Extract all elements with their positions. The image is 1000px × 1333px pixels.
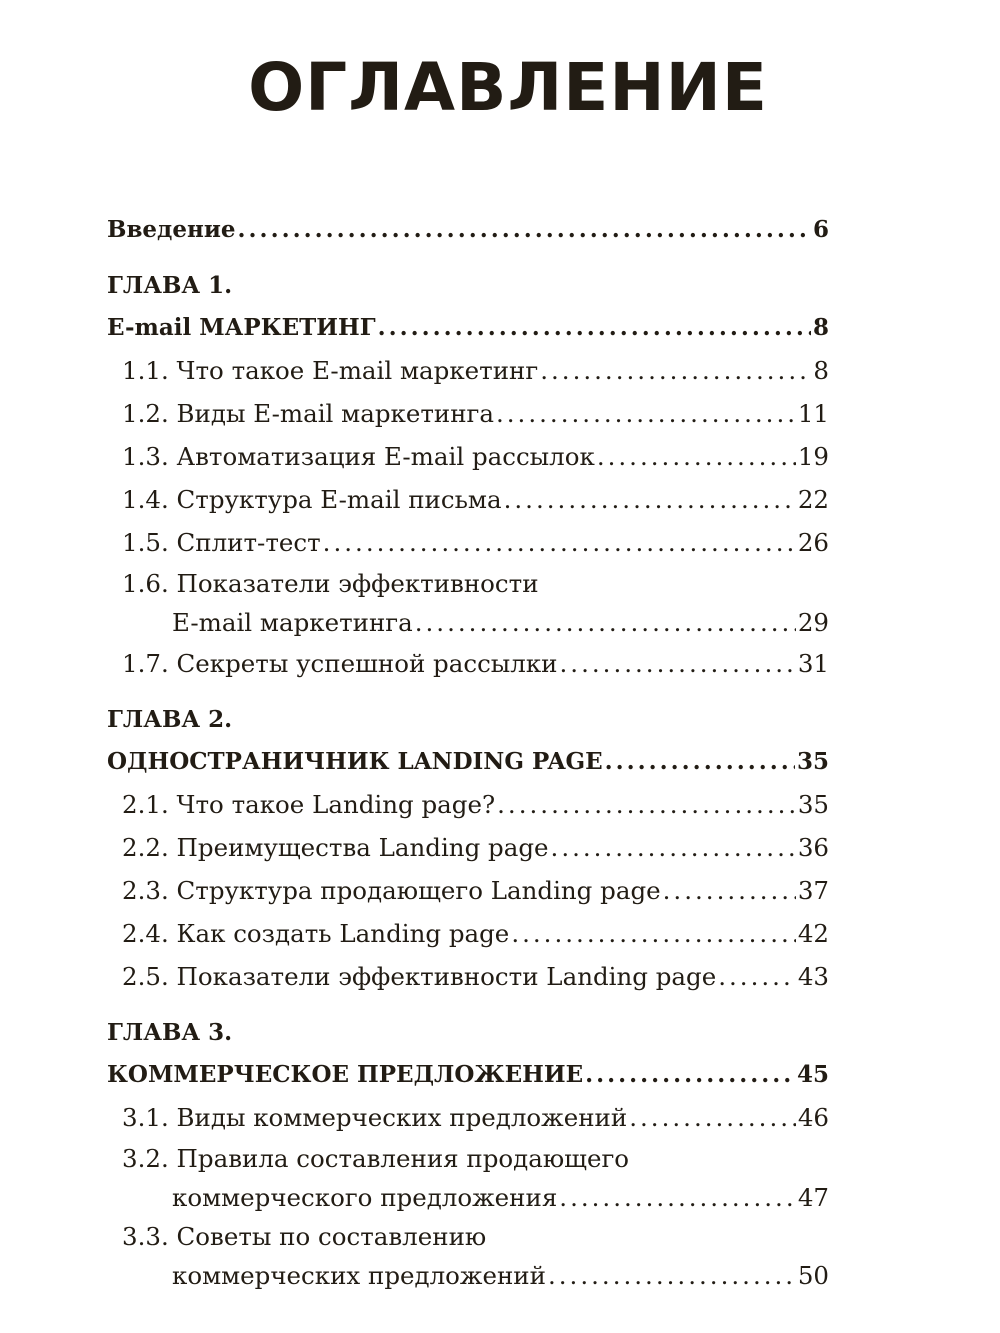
dot-leader: [548, 1257, 796, 1295]
table-of-contents: [107, 208, 829, 1295]
toc-page-number: 29: [797, 608, 829, 637]
dot-leader: [497, 783, 796, 826]
dot-leader: [496, 392, 796, 435]
toc-page-number: 47: [797, 1183, 829, 1212]
toc-entry-label: 1.3. Автоматизация E-mail рассылок: [122, 442, 595, 471]
chapter-title-entry[interactable]: [107, 1053, 829, 1096]
toc-entry[interactable]: [107, 869, 829, 912]
chapter-3: [107, 1013, 829, 1295]
dot-leader: [585, 1053, 795, 1096]
toc-entry-label-line1[interactable]: 1.6. Показатели эффективности: [122, 569, 539, 598]
chapter-heading: ГЛАВА 3.: [107, 1019, 233, 1046]
toc-page-number: 6: [812, 216, 829, 243]
toc-page-number: 35: [796, 748, 829, 775]
toc-entry-label: E-mail маркетинга: [172, 608, 413, 637]
dot-leader: [551, 826, 796, 869]
toc-entry-label: 1.1. Что такое E-mail маркетинг: [122, 356, 539, 385]
page-title: ОГЛАВЛЕНИЕ: [248, 49, 768, 126]
chapter-title: E-mail МАРКЕТИНГ: [107, 314, 376, 341]
dot-leader: [415, 604, 796, 642]
toc-entry-label-line1[interactable]: 3.3. Советы по составлению: [122, 1222, 487, 1251]
chapter-1: [107, 266, 829, 685]
toc-entry[interactable]: [107, 349, 829, 392]
toc-page-number: 19: [797, 442, 829, 471]
toc-entry[interactable]: [107, 783, 829, 826]
chapter-heading: ГЛАВА 2.: [107, 706, 233, 733]
toc-page-number: 45: [796, 1061, 829, 1088]
toc-page-number: 8: [813, 356, 829, 385]
toc-page-number: 36: [797, 833, 829, 862]
toc-entry[interactable]: [107, 955, 829, 998]
toc-entry[interactable]: [107, 392, 829, 435]
toc-entry[interactable]: [107, 521, 829, 564]
toc-entry-label: коммерческого предложения: [172, 1183, 558, 1212]
toc-entry[interactable]: [107, 1179, 829, 1217]
toc-page-number: 11: [797, 399, 829, 428]
dot-leader: [605, 740, 795, 783]
toc-entry-label: 3.1. Виды коммерческих предложений: [122, 1103, 628, 1132]
toc-entry-intro[interactable]: [107, 208, 829, 251]
toc-entry[interactable]: [107, 478, 829, 521]
chapter-title-entry[interactable]: [107, 740, 829, 783]
toc-entry-label: 2.3. Структура продающего Landing page: [122, 876, 661, 905]
dot-leader: [560, 642, 796, 685]
toc-entry[interactable]: [107, 642, 829, 685]
dot-leader: [540, 349, 811, 392]
chapter-heading: ГЛАВА 1.: [107, 272, 233, 299]
toc-entry-label-line1[interactable]: 3.2. Правила составления продающего: [122, 1144, 630, 1173]
toc-entry-label: 1.5. Сплит-тест: [122, 528, 321, 557]
toc-page-number: 22: [797, 485, 829, 514]
dot-leader: [323, 521, 796, 564]
toc-page-number: 43: [797, 962, 829, 991]
chapter-title: КОММЕРЧЕСКОЕ ПРЕДЛОЖЕНИЕ: [107, 1061, 584, 1088]
chapter-title: ОДНОСТРАНИЧНИК LANDING PAGE: [107, 748, 603, 775]
toc-entry-label: 1.4. Структура E-mail письма: [122, 485, 502, 514]
toc-page-number: 37: [797, 876, 829, 905]
chapter-title-entry[interactable]: [107, 306, 829, 349]
dot-leader: [378, 306, 811, 349]
dot-leader: [559, 1179, 796, 1217]
toc-entry[interactable]: [107, 1096, 829, 1139]
toc-entry-label: 2.4. Как создать Landing page: [122, 919, 510, 948]
toc-entry-label: 2.1. Что такое Landing page?: [122, 790, 496, 819]
toc-page-number: 42: [797, 919, 829, 948]
toc-entry-label: 2.5. Показатели эффективности Landing page: [122, 962, 717, 991]
toc-page-number: 8: [812, 314, 829, 341]
dot-leader: [238, 208, 811, 251]
dot-leader: [597, 435, 796, 478]
dot-leader: [504, 478, 796, 521]
toc-entry[interactable]: [107, 826, 829, 869]
toc-page-number: 26: [797, 528, 829, 557]
toc-page-number: 31: [797, 649, 829, 678]
toc-page-number: 46: [797, 1103, 829, 1132]
toc-entry[interactable]: [107, 912, 829, 955]
chapter-2: [107, 700, 829, 998]
toc-entry-label: коммерческих предложений: [172, 1261, 546, 1290]
toc-entry[interactable]: [107, 604, 829, 642]
toc-entry[interactable]: [107, 435, 829, 478]
toc-entry-label: 2.2. Преимущества Landing page: [122, 833, 549, 862]
dot-leader: [663, 869, 796, 912]
toc-entry-label: Введение: [107, 216, 236, 243]
toc-entry-label: 1.2. Виды E-mail маркетинга: [122, 399, 494, 428]
toc-page-number: 35: [797, 790, 829, 819]
toc-page-number: 50: [797, 1261, 829, 1290]
dot-leader: [629, 1096, 796, 1139]
dot-leader: [718, 955, 796, 998]
toc-entry[interactable]: [107, 1257, 829, 1295]
toc-entry-label: 1.7. Секреты успешной рассылки: [122, 649, 558, 678]
dot-leader: [511, 912, 796, 955]
